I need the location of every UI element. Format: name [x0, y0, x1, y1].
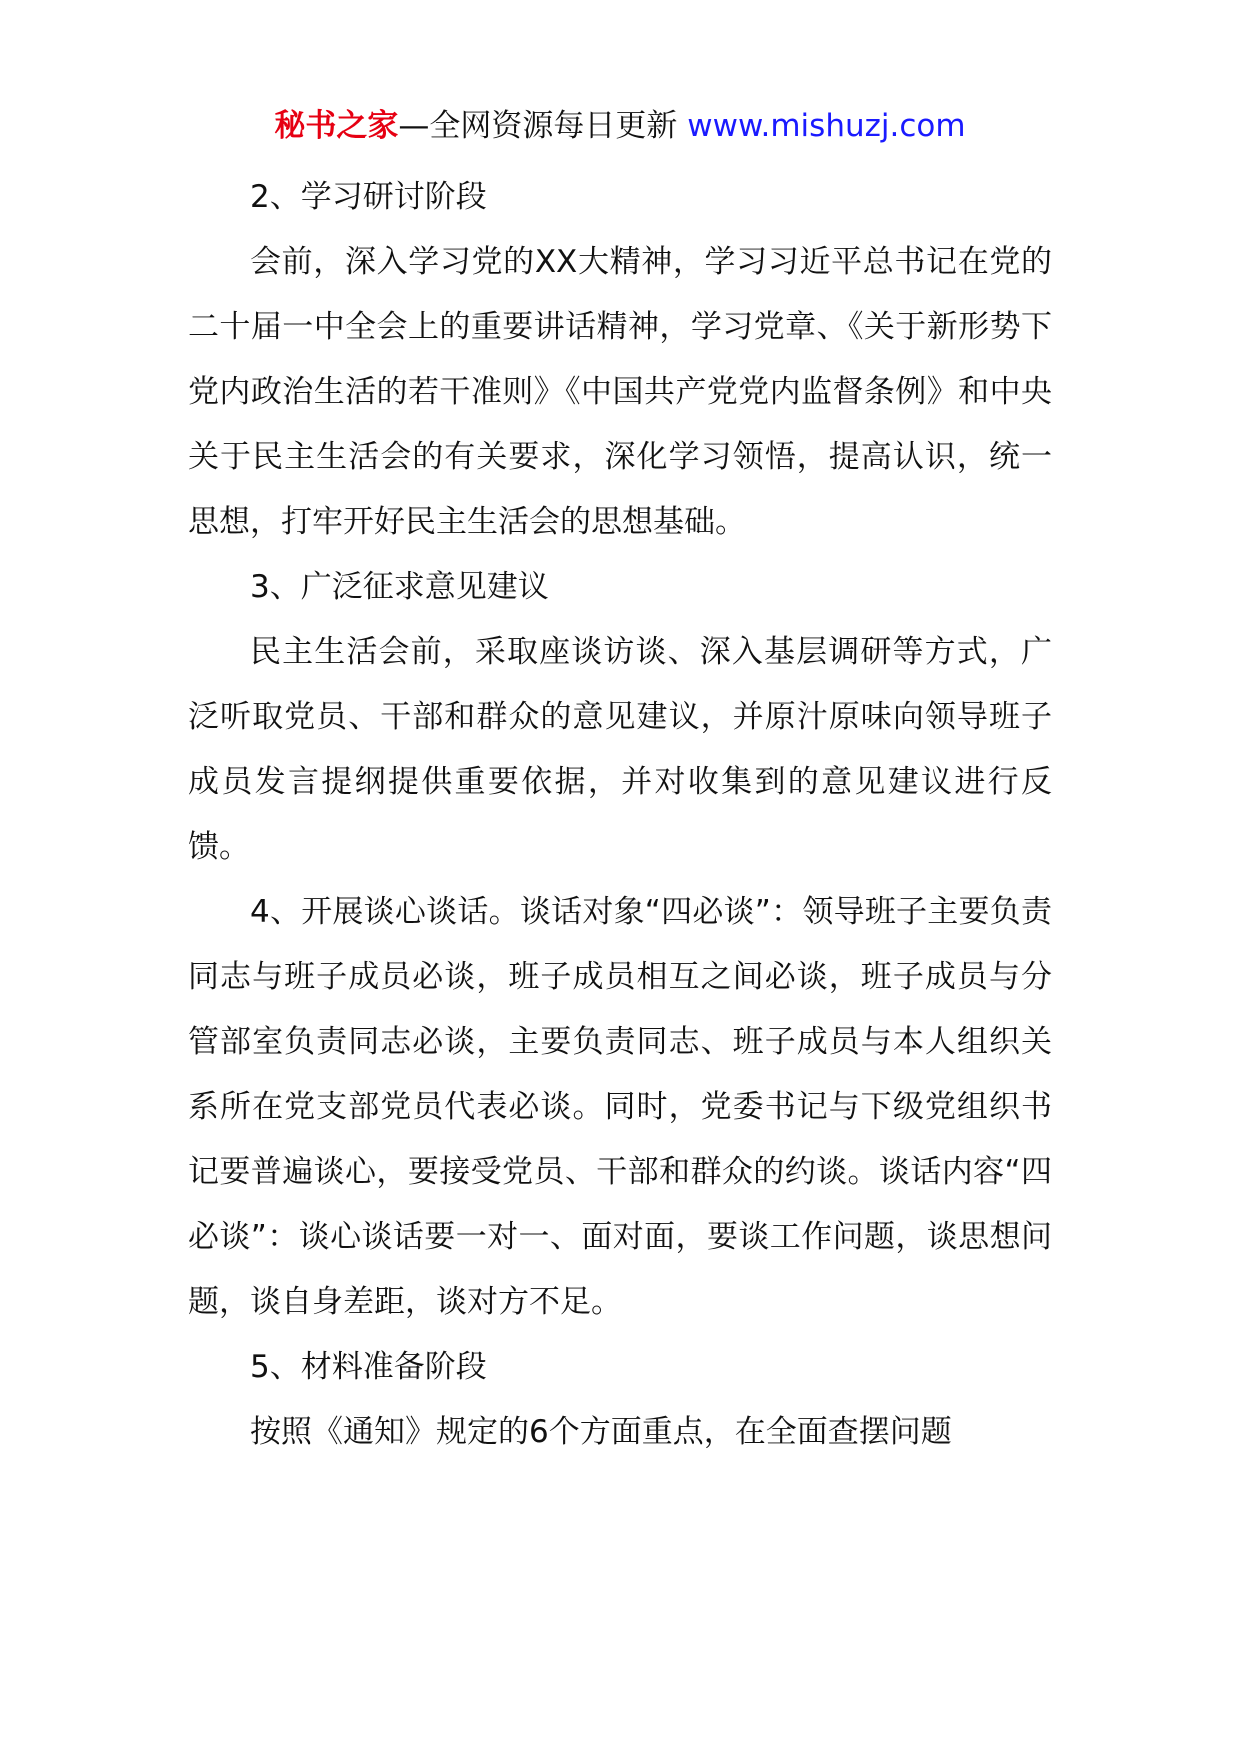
document-body	[188, 165, 1052, 1465]
section-heading-opinions: 3、广泛征求意见建议	[250, 569, 549, 605]
section-heading-study: 2、学习研讨阶段	[250, 179, 487, 215]
site-brand: 秘书之家	[274, 108, 399, 144]
paragraph-materials: 按照《通知》规定的6个方面重点，在全面查摆问题	[250, 1414, 952, 1450]
site-header	[0, 104, 1240, 148]
paragraph-talks: 4、开展谈心谈话。谈话对象“四必谈”：领导班子主要负责同志与班子成员必谈，班子成员相互之间必谈，班子成员与分管部室负责同志必谈，主要负责同志、班子成员与本人组织关系所在党支部党员代表必谈。同时，党委书记与下级党组织书记要普遍谈心，要接受党员、干部和群众的约谈。谈话内容“四必谈”：谈心谈话要一对一、面对面，要谈工作问题，谈思想问题，谈自身差距，谈对方不足。	[188, 894, 1052, 1320]
paragraph-opinions: 民主生活会前，采取座谈访谈、深入基层调研等方式，广泛听取党员、干部和群众的意见建议，并原汁原味向领导班子成员发言提纲提供重要依据，并对收集到的意见建议进行反馈。	[188, 634, 1052, 865]
site-tagline: —全网资源每日更新	[398, 108, 688, 144]
site-url-link[interactable]: www.mishuzj.com	[687, 108, 966, 144]
section-heading-materials: 5、材料准备阶段	[250, 1349, 487, 1385]
paragraph-study: 会前，深入学习党的XX大精神，学习习近平总书记在党的二十届一中全会上的重要讲话精神，学习党章、《关于新形势下党内政治生活的若干准则》《中国共产党党内监督条例》和中央关于民主生活会的有关要求，深化学习领悟，提高认识，统一思想，打牢开好民主生活会的思想基础。	[188, 244, 1052, 540]
